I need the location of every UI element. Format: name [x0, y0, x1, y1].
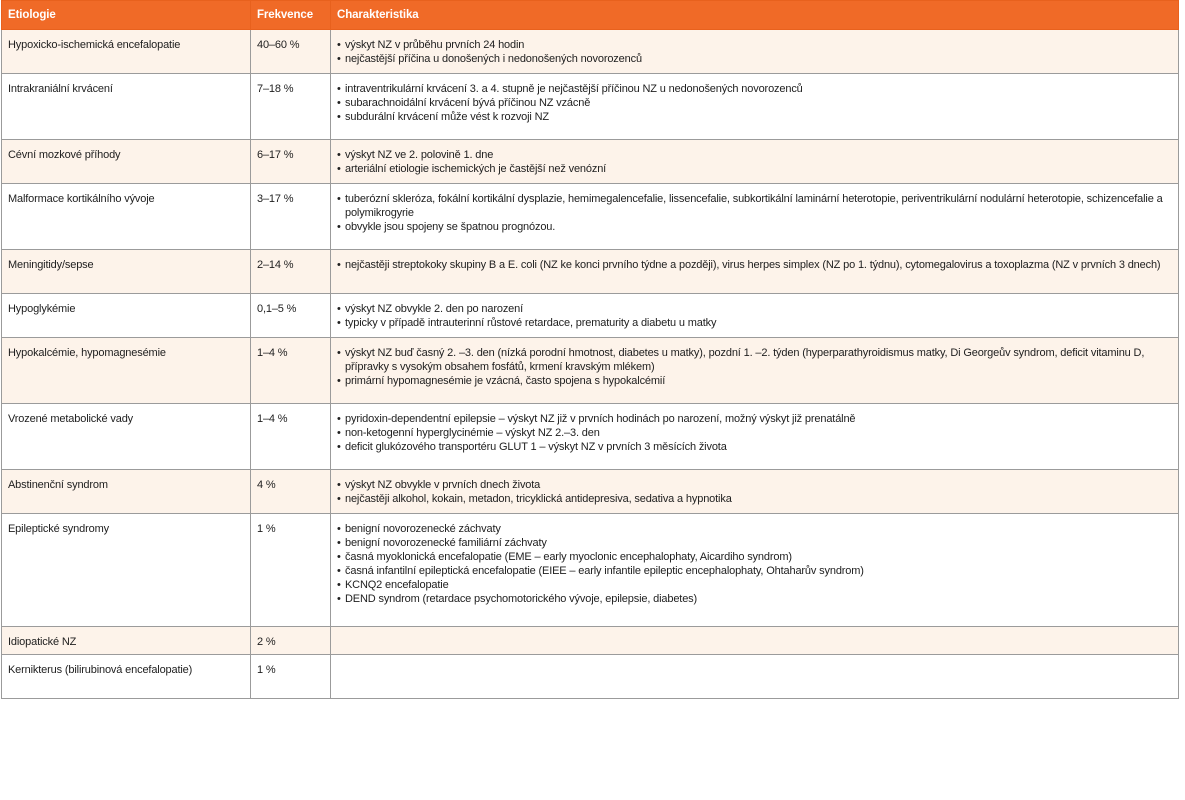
table-header — [2, 1, 1179, 30]
table-row — [2, 655, 1179, 699]
table-row — [2, 250, 1179, 294]
characteristics-cell — [331, 74, 1179, 140]
table-row — [2, 184, 1179, 250]
characteristic-item: • DEND syndrom (retardace psychomotorického vývoje, epilepsie, diabetes) — [337, 592, 1172, 606]
characteristics-cell — [331, 30, 1179, 74]
characteristics-list — [337, 346, 1172, 388]
table-row — [2, 627, 1179, 655]
characteristics-list — [337, 258, 1172, 272]
characteristics-cell — [331, 404, 1179, 470]
frequency-cell: 7–18 % — [251, 74, 331, 140]
frequency-cell: 2–14 % — [251, 250, 331, 294]
characteristic-item: • časná infantilní epileptická encefalopatie (EIEE – early infantile epileptic encephalophaty, Ohtaharův syndrom) — [337, 564, 1172, 578]
characteristic-item: • nejčastěji alkohol, kokain, metadon, tricyklická antidepresiva, sedativa a hypnotika — [337, 492, 1172, 506]
characteristic-item: • obvykle jsou spojeny se špatnou prognózou. — [337, 220, 1172, 234]
characteristic-item: • nejčastěji streptokoky skupiny B a E. coli (NZ ke konci prvního týdne a později), virus herpes simplex (NZ po 1. týdnu), cytomegalovirus a toxoplazma (NZ v prvních 3 dnech) — [337, 258, 1172, 272]
characteristic-item: • časná myoklonická encefalopatie (EME – early myoclonic encephalophaty, Aicardiho syndrom) — [337, 550, 1172, 564]
characteristics-cell — [331, 338, 1179, 404]
etiology-cell: Idiopatické NZ — [2, 627, 251, 655]
characteristic-item: • primární hypomagnesémie je vzácná, často spojena s hypokalcémií — [337, 374, 1172, 388]
etiology-cell: Cévní mozkové příhody — [2, 140, 251, 184]
characteristics-cell — [331, 184, 1179, 250]
characteristics-list — [337, 302, 1172, 330]
etiology-cell: Kernikterus (bilirubinová encefalopatie) — [2, 655, 251, 699]
characteristic-item: • intraventrikulární krvácení 3. a 4. stupně je nejčastější příčinou NZ u nedonošených novorozenců — [337, 82, 1172, 96]
characteristic-item: • deficit glukózového transportéru GLUT 1 – výskyt NZ v prvních 3 měsících života — [337, 440, 1172, 454]
characteristics-cell — [331, 140, 1179, 184]
frequency-cell: 3–17 % — [251, 184, 331, 250]
table-row — [2, 30, 1179, 74]
header-characteristics: Charakteristika — [331, 1, 1179, 30]
etiology-cell: Abstinenční syndrom — [2, 470, 251, 514]
etiology-cell: Hypoxicko-ischemická encefalopatie — [2, 30, 251, 74]
frequency-cell: 40–60 % — [251, 30, 331, 74]
table-row — [2, 294, 1179, 338]
table-row — [2, 74, 1179, 140]
characteristics-list — [337, 478, 1172, 506]
characteristics-list — [337, 522, 1172, 606]
etiology-table-wrapper — [1, 0, 1178, 699]
etiology-cell: Meningitidy/sepse — [2, 250, 251, 294]
characteristic-item: • KCNQ2 encefalopatie — [337, 578, 1172, 592]
etiology-cell: Malformace kortikálního vývoje — [2, 184, 251, 250]
table-row — [2, 470, 1179, 514]
characteristics-list — [337, 38, 1172, 66]
frequency-cell: 1 % — [251, 655, 331, 699]
characteristics-list — [337, 192, 1172, 234]
etiology-cell: Intrakraniální krvácení — [2, 74, 251, 140]
characteristics-cell — [331, 627, 1179, 655]
characteristic-item: • subarachnoidální krvácení bývá příčinou NZ vzácně — [337, 96, 1172, 110]
characteristics-list — [337, 412, 1172, 454]
characteristic-item: • benigní novorozenecké familiární záchvaty — [337, 536, 1172, 550]
characteristics-cell — [331, 470, 1179, 514]
etiology-cell: Epileptické syndromy — [2, 514, 251, 627]
characteristic-item: • pyridoxin-dependentní epilepsie – výskyt NZ již v prvních hodinách po narození, možný výskyt již prenatálně — [337, 412, 1172, 426]
characteristic-item: • výskyt NZ buď časný 2. –3. den (nízká porodní hmotnost, diabetes u matky), pozdní 1. –2. týden (hyperparathyroidismus matky, Di Georgeův syndrom, deficit vitaminu D, přípravky s vysokým obsahem fosfátů, krmení kravským mlékem) — [337, 346, 1172, 374]
characteristic-item: • výskyt NZ obvykle v prvních dnech života — [337, 478, 1172, 492]
characteristics-cell — [331, 250, 1179, 294]
etiology-table — [1, 0, 1179, 699]
table-row — [2, 338, 1179, 404]
characteristic-item: • non-ketogenní hyperglycinémie – výskyt NZ 2.–3. den — [337, 426, 1172, 440]
characteristics-cell — [331, 655, 1179, 699]
table-row — [2, 140, 1179, 184]
frequency-cell: 1–4 % — [251, 404, 331, 470]
frequency-cell: 1 % — [251, 514, 331, 627]
characteristics-cell — [331, 294, 1179, 338]
header-etiology: Etiologie — [2, 1, 251, 30]
table-row — [2, 404, 1179, 470]
etiology-cell: Hypoglykémie — [2, 294, 251, 338]
characteristics-cell — [331, 514, 1179, 627]
header-row — [2, 1, 1179, 30]
frequency-cell: 1–4 % — [251, 338, 331, 404]
characteristic-item: • tuberózní skleróza, fokální kortikální dysplazie, hemimegalencefalie, lissencefalie, subkortikální laminární heterotopie, periventrikulární nodulární heterotopie, schizencefalie a polymikrogyrie — [337, 192, 1172, 220]
characteristic-item: • výskyt NZ obvykle 2. den po narození — [337, 302, 1172, 316]
characteristic-item: • typicky v případě intrauterinní růstové retardace, prematurity a diabetu u matky — [337, 316, 1172, 330]
characteristic-item: • benigní novorozenecké záchvaty — [337, 522, 1172, 536]
frequency-cell: 0,1–5 % — [251, 294, 331, 338]
frequency-cell: 4 % — [251, 470, 331, 514]
etiology-cell: Vrozené metabolické vady — [2, 404, 251, 470]
characteristic-item: • výskyt NZ ve 2. polovině 1. dne — [337, 148, 1172, 162]
characteristic-item: • výskyt NZ v průběhu prvních 24 hodin — [337, 38, 1172, 52]
characteristic-item: • subdurální krvácení může vést k rozvoji NZ — [337, 110, 1172, 124]
frequency-cell: 6–17 % — [251, 140, 331, 184]
table-body — [2, 30, 1179, 699]
table-row — [2, 514, 1179, 627]
header-frequency: Frekvence — [251, 1, 331, 30]
frequency-cell: 2 % — [251, 627, 331, 655]
characteristics-list — [337, 82, 1172, 124]
characteristics-list — [337, 148, 1172, 176]
etiology-cell: Hypokalcémie, hypomagnesémie — [2, 338, 251, 404]
characteristic-item: • arteriální etiologie ischemických je častější než venózní — [337, 162, 1172, 176]
characteristic-item: • nejčastější příčina u donošených i nedonošených novorozenců — [337, 52, 1172, 66]
